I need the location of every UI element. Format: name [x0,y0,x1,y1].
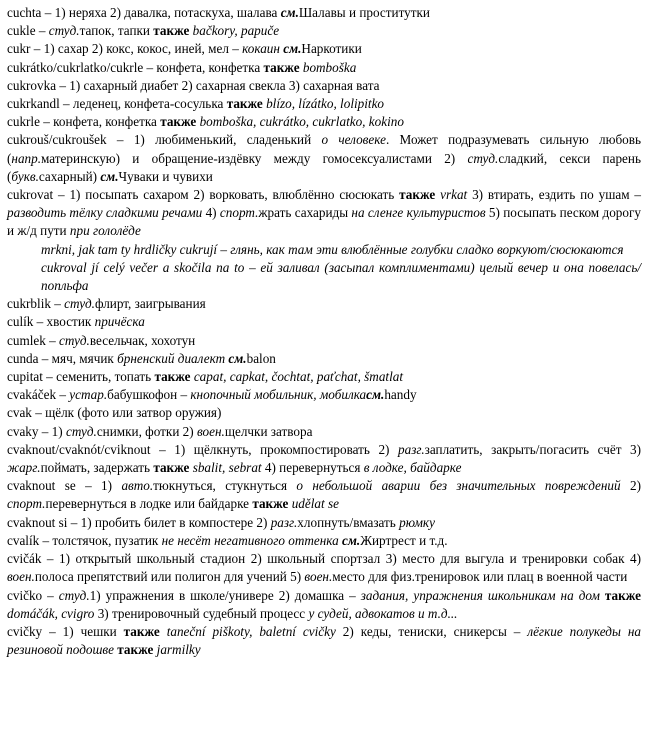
entry-text: Наркотики [301,41,362,57]
dictionary-entry [7,313,641,331]
cross-reference-marker: см. [366,387,385,403]
italic-note: vrkat [440,187,468,203]
italic-note: студ. [467,150,499,166]
entry-text: тапок, тапки [79,23,154,39]
entry-text: 4) [202,205,220,221]
entry-text: щелчки затвора [224,423,313,439]
cross-reference-marker: см. [280,5,299,20]
italic-note: на сленге культуристов [351,205,486,221]
entry-text: бабушкофон – [107,387,191,403]
entry-text: cvalík – толстячок, пузатик [7,532,162,548]
italic-note: разг. [270,514,298,530]
entry-text: Чуваки и чувихи [118,168,213,184]
dictionary-entry [7,477,641,513]
italic-note: при гололёде [69,223,141,239]
dictionary-entry [7,350,641,368]
italic-note: авто. [121,478,154,494]
cross-reference-marker: также [117,642,154,658]
italic-note: студ. [58,587,90,603]
italic-note: студ. [64,296,95,312]
cross-reference-marker: см. [100,168,119,184]
cross-reference-marker: также [153,23,190,39]
entry-text: . Может подразумевать сильную любовь ( [7,132,641,166]
entry-text: cvičky – 1) чешки [7,623,124,639]
cross-reference-marker: также [604,587,641,603]
italic-note: cukroval jí celý večer a skočila na to – ей заливал (засыпал комплиментами) целый вечер и она повелась/попльфа [41,259,641,294]
entry-text: 4) перевернуться [261,460,364,476]
cross-reference-marker: также [263,59,300,75]
dictionary-entry [7,95,641,113]
entry-text: весельчак, хохотун [89,332,196,348]
dictionary-entry [7,514,641,532]
entry-text: перевернуться в лодке или байдарке [45,496,253,512]
italic-note: у судей, адвокатов и т.д... [308,605,458,621]
italic-note: задания, упражнения школьникам на дом [360,587,600,603]
italic-note: воен. [196,423,225,439]
italic-note: причёска [94,314,145,330]
italic-note: спорт. [7,496,46,512]
entry-text: жрать сахариды [258,205,352,221]
italic-note: sbalit, sebrat [192,460,262,476]
entry-text: Жиртрест и т.д. [360,532,448,548]
italic-note: capat, capkat, čochtat, paťchat, šmatlat [193,369,403,385]
entry-text: материнскую) и обращение-издёвку между гомосексуалистами 2) [41,150,468,166]
entry-text: cvaky – 1) [7,423,66,439]
entry-text: cunda – мяч, мячик [7,350,118,366]
italic-note: брненский диалект [117,350,226,366]
dictionary-entry [7,587,641,623]
italic-note: лёгкие полукеды на резиновой подошве [7,623,641,658]
entry-text: handy [384,387,417,403]
dictionary-entry [7,550,641,586]
entry-text: 1) упражнения в школе/универе 2) домашка – [89,587,361,603]
dictionary-entry [7,368,641,386]
dictionary-entry [7,77,641,95]
entry-text: cupitat – семенить, топать [7,369,155,385]
entry-text: cvaknout se – 1) [7,478,122,494]
entry-text: cukr – 1) сахар 2) кокс, кокос, иней, мел – [7,41,243,57]
cross-reference-marker: также [153,460,190,476]
cross-reference-marker: также [154,369,191,385]
italic-note: о небольшой аварии без значительных повреждений [296,478,621,494]
entry-text: сладкий, секси парень ( [7,150,641,184]
italic-note: студ. [59,332,90,348]
entry-text: cukrovka – 1) сахарный диабет 2) сахарная свекла 3) сахарная вата [7,77,380,93]
dictionary-entry [7,423,641,441]
entry-text: хлопнуть/вмазать [297,514,400,530]
entry-text: cvaknout si – 1) пробить билет в компостере 2) [7,514,271,530]
italic-note: жарг. [7,460,41,476]
italic-note: букв. [11,168,39,184]
cross-reference-marker: см. [283,41,302,57]
entry-text: balon [246,350,276,366]
entry-text: cukle – [7,23,49,39]
cross-reference-marker: см. [342,532,361,548]
entry-text: место для физ.тренировок или плац в военной части [332,569,628,585]
dictionary-entry [7,113,641,131]
entry-text: 3) втирать, ездить по ушам – [467,187,642,203]
italic-note: напр. [11,150,42,166]
italic-note: кнопочный мобильник, мобилка [190,387,367,403]
dictionary-entry [7,131,641,186]
dictionary-entry [7,186,641,241]
italic-note: рюмку [399,514,435,530]
italic-note: студ. [65,423,97,439]
entry-text: 2) кеды, тениски, сникерсы – [335,623,528,639]
entry-text: cumlek – [7,332,60,348]
italic-note: воен. [304,569,333,585]
entry-text: 2) [620,478,641,494]
entry-text: снимки, фотки 2) [96,423,197,439]
entry-text: Шалавы и проститутки [298,5,430,20]
cross-reference-marker: также [226,96,263,112]
cross-reference-marker: также [252,496,289,512]
dictionary-entry [7,295,641,313]
italic-note: jarmilky [156,642,201,658]
italic-note: в лодке, байдарке [363,460,462,476]
dictionary-entry [7,40,641,58]
entry-text: cuchta – 1) неряха 2) давалка, потаскуха, шалава [7,5,281,20]
cross-reference-marker: также [399,187,436,203]
italic-note: спорт. [219,205,259,221]
entry-text: полоса препятствий или полигон для учений 5) [34,569,305,585]
italic-note: воен. [7,569,35,585]
entry-text [160,624,167,639]
italic-note: blízo, lízátko, lolipitko [266,96,385,112]
entry-text: cukrkandl – леденец, конфета-сосулька [7,96,227,112]
cross-reference-marker: также [123,623,160,639]
entry-text: 3) тренировочный судебный процесс [94,605,309,621]
cross-reference-marker: см. [228,350,247,366]
entry-text: cukrátko/cukrlatko/cukrle – конфета, конфетка [7,59,264,75]
entry-text: флирт, заигрывания [94,296,206,312]
italic-note: mrkni, jak tam ty hrdličky cukrují – глянь, как там эти влюблённые голубки сладко воркуют/сюсюкаются [41,241,624,257]
entry-text: cukrblik – [7,296,65,312]
dictionary-entry [7,404,641,422]
entry-text: cvakáček – [7,387,70,403]
entry-text: cvaknout/cvaknót/cviknout – 1) щёлкнуть, прокомпостировать 2) [7,441,399,457]
dictionary-entry [7,623,641,659]
italic-note: bačkory, papuče [192,23,280,39]
entry-text: cvak – щёлк (фото или затвор оружия) [7,405,222,421]
dictionary-entry [7,59,641,77]
entry-text: culík – хвостик [7,314,95,330]
entry-text: сахарный) [38,168,101,184]
entry-text: cvičák – 1) открытый школьный стадион 2) школьный спортзал 3) место для выгула и тренировки собак 4) [7,551,641,567]
italic-note: bomboška [302,59,357,75]
entry-text: поймать, задержать [40,460,154,476]
dictionary-entry [7,22,641,40]
dictionary-entry [7,4,641,22]
cross-reference-marker: также [160,114,197,130]
italic-note: о человеке [321,132,386,148]
entry-text: тюкнуться, стукнуться [153,478,297,494]
dictionary-entry [7,441,641,477]
italic-note: студ. [48,23,80,39]
italic-note: taneční piškoty, baletní cvičky [166,623,336,639]
italic-note: udělat se [291,496,339,512]
italic-note: кокаин [242,41,280,57]
dictionary-entry [7,386,641,404]
dictionary-entry [7,532,641,550]
italic-note: domáčák, cvigro [7,605,95,621]
entry-text: заплатить, закрыть/погасить счёт 3) [424,441,641,457]
entry-text: cukrouš/cukroušek – 1) любименький, сладенький [7,132,322,148]
italic-note: устар. [69,387,108,403]
entry-text: 5) посыпать песком дорогу и ж/д пути [7,205,641,239]
usage-example [41,259,641,295]
entry-text: cvičko – [7,587,59,603]
italic-note: разг. [398,441,425,457]
entry-text: cukrovat – 1) посыпать сахаром 2) ворковать, влюблённо сюсюкать [7,187,400,203]
dictionary-entry [7,332,641,350]
italic-note: bomboška, cukrátko, cukrlatko, kokino [199,114,404,130]
italic-note: не несёт негативного оттенка [161,532,339,548]
italic-note: разводить тёлку сладкими речами [7,205,203,221]
entry-text: cukrle – конфета, конфетка [7,114,161,130]
usage-example [41,241,641,259]
